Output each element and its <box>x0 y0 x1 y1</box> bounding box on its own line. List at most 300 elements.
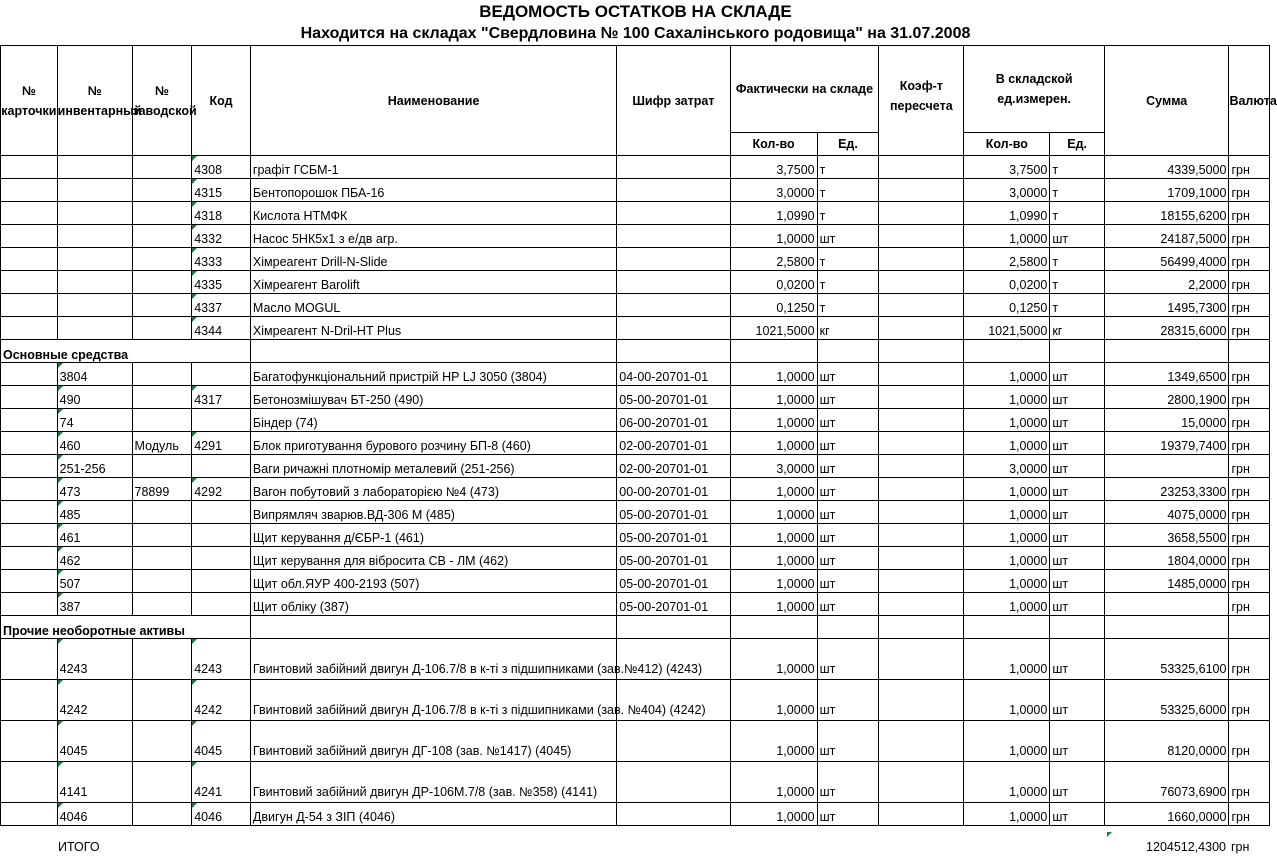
cost-code-cell <box>617 156 730 179</box>
name-cell: Хімреагент Drill-N-Slide <box>250 248 616 271</box>
actual-unit-cell: т <box>817 156 879 179</box>
actual-qty-cell: 1,0000 <box>730 762 817 803</box>
code-cell <box>192 455 251 478</box>
sum-cell: 24187,5000 <box>1104 225 1228 248</box>
empty-cell <box>730 340 817 363</box>
name-cell: Біндер (74) <box>250 409 616 432</box>
code-cell: 4318 <box>192 202 251 225</box>
card-no-cell <box>1 478 58 501</box>
factory-no-cell: Модуль <box>132 432 192 455</box>
inventory-no-cell <box>57 202 132 225</box>
card-no-cell <box>1 363 58 386</box>
inventory-no-cell <box>57 179 132 202</box>
col-code: Код <box>192 46 251 156</box>
card-no-cell <box>1 156 58 179</box>
card-no-cell <box>1 721 58 762</box>
actual-unit-cell: шт <box>817 680 879 721</box>
code-cell <box>192 524 251 547</box>
wh-qty-cell: 1,0000 <box>964 721 1050 762</box>
cost-code-cell <box>617 721 730 762</box>
inventory-no-cell: 251-256 <box>57 455 132 478</box>
empty-cell <box>964 340 1050 363</box>
actual-qty-cell: 1,0000 <box>730 524 817 547</box>
inventory-no-cell: 4045 <box>57 721 132 762</box>
actual-unit-cell: кг <box>817 317 879 340</box>
cost-code-cell <box>617 202 730 225</box>
wh-unit-cell: шт <box>1050 593 1105 616</box>
name-cell: Хімреагент N-Dril-HT Plus <box>250 317 616 340</box>
inventory-no-cell <box>57 156 132 179</box>
table-row <box>1 179 1270 202</box>
wh-unit-cell: т <box>1050 248 1105 271</box>
actual-qty-cell: 1,0000 <box>730 593 817 616</box>
inventory-no-cell <box>57 248 132 271</box>
cost-code-cell: 00-00-20701-01 <box>617 478 730 501</box>
currency-cell: грн <box>1229 202 1270 225</box>
actual-qty-cell: 1,0000 <box>730 363 817 386</box>
col-currency: Валюта <box>1229 46 1270 156</box>
actual-qty-cell: 1,0000 <box>730 721 817 762</box>
sum-cell: 53325,6100 <box>1104 639 1228 680</box>
factory-no-cell <box>132 386 192 409</box>
table-row <box>1 363 1270 386</box>
actual-qty-cell: 1,0000 <box>730 409 817 432</box>
col-wh-qty: Кол-во <box>964 133 1050 156</box>
wh-qty-cell: 2,5800 <box>964 248 1050 271</box>
sum-cell: 4075,0000 <box>1104 501 1228 524</box>
name-cell: Випрямляч зварюв.ВД-306 М (485) <box>250 501 616 524</box>
sum-cell: 2,2000 <box>1104 271 1228 294</box>
actual-unit-cell: шт <box>817 478 879 501</box>
table-row <box>1 156 1270 179</box>
wh-unit-cell: шт <box>1050 432 1105 455</box>
currency-cell: грн <box>1229 680 1270 721</box>
name-cell: Ваги ричажні плотномір металевий (251-256) <box>250 455 616 478</box>
table-row <box>1 386 1270 409</box>
table-row <box>1 202 1270 225</box>
inventory-no-cell: 4242 <box>57 680 132 721</box>
actual-qty-cell: 1,0000 <box>730 570 817 593</box>
factory-no-cell <box>132 294 192 317</box>
code-cell: 4337 <box>192 294 251 317</box>
coef-cell <box>879 294 964 317</box>
inventory-no-cell: 3804 <box>57 363 132 386</box>
name-cell: графіт ГСБМ-1 <box>250 156 616 179</box>
empty-cell <box>1229 340 1270 363</box>
factory-no-cell <box>132 762 192 803</box>
table-row <box>1 593 1270 616</box>
actual-qty-cell: 0,0200 <box>730 271 817 294</box>
wh-qty-cell: 1,0000 <box>964 386 1050 409</box>
coef-cell <box>879 271 964 294</box>
wh-qty-cell: 1,0000 <box>964 225 1050 248</box>
name-cell: Багатофункціональний пристрій HP LJ 3050 (3804) <box>250 363 616 386</box>
currency-cell: грн <box>1229 721 1270 762</box>
factory-no-cell: 78899 <box>132 478 192 501</box>
sum-cell: 1485,0000 <box>1104 570 1228 593</box>
inventory-no-cell: 473 <box>57 478 132 501</box>
empty-cell <box>730 616 817 639</box>
factory-no-cell <box>132 680 192 721</box>
name-cell: Бетонозмішувач БТ-250 (490) <box>250 386 616 409</box>
name-cell: Щит обліку (387) <box>250 593 616 616</box>
name-cell: Щит керування для вібросита СВ - ЛМ (462) <box>250 547 616 570</box>
col-sum: Сумма <box>1104 46 1228 156</box>
cost-code-cell: 05-00-20701-01 <box>617 593 730 616</box>
inventory-no-cell <box>57 317 132 340</box>
currency-cell: грн <box>1229 524 1270 547</box>
sum-cell: 19379,7400 <box>1104 432 1228 455</box>
code-cell: 4317 <box>192 386 251 409</box>
wh-unit-cell: шт <box>1050 762 1105 803</box>
card-no-cell <box>1 248 58 271</box>
actual-unit-cell: т <box>817 248 879 271</box>
sum-cell: 1709,1000 <box>1104 179 1228 202</box>
table-row <box>1 570 1270 593</box>
factory-no-cell <box>132 156 192 179</box>
code-cell: 4241 <box>192 762 251 803</box>
actual-unit-cell: шт <box>817 386 879 409</box>
card-no-cell <box>1 570 58 593</box>
wh-unit-cell: шт <box>1050 570 1105 593</box>
actual-unit-cell: шт <box>817 547 879 570</box>
wh-unit-cell: т <box>1050 202 1105 225</box>
currency-cell: грн <box>1229 547 1270 570</box>
card-no-cell <box>1 271 58 294</box>
wh-qty-cell: 1021,5000 <box>964 317 1050 340</box>
actual-qty-cell: 3,0000 <box>730 179 817 202</box>
wh-qty-cell: 1,0000 <box>964 363 1050 386</box>
wh-qty-cell: 1,0000 <box>964 803 1050 826</box>
factory-no-cell <box>132 271 192 294</box>
sum-cell: 18155,6200 <box>1104 202 1228 225</box>
code-cell: 4243 <box>192 639 251 680</box>
currency-cell: грн <box>1229 478 1270 501</box>
currency-cell: грн <box>1229 179 1270 202</box>
currency-cell: грн <box>1229 294 1270 317</box>
sum-cell: 76073,6900 <box>1104 762 1228 803</box>
card-no-cell <box>1 455 58 478</box>
table-row <box>1 762 1270 803</box>
actual-qty-cell: 3,7500 <box>730 156 817 179</box>
empty-cell <box>879 340 964 363</box>
table-row <box>1 409 1270 432</box>
empty-cell <box>817 340 879 363</box>
inventory-no-cell: 4141 <box>57 762 132 803</box>
name-cell: Блок приготування бурового розчину БП-8 (460) <box>250 432 616 455</box>
name-cell: Гвинтовий забійний двигун ДГ-108 (зав. №1417) (4045) <box>250 721 616 762</box>
col-inventory-no: № инвентарный <box>57 46 132 156</box>
inventory-no-cell <box>57 271 132 294</box>
currency-cell: грн <box>1229 639 1270 680</box>
wh-qty-cell: 1,0000 <box>964 593 1050 616</box>
cost-code-cell <box>617 225 730 248</box>
col-cost-code: Шифр затрат <box>617 46 730 156</box>
cost-code-cell: 02-00-20701-01 <box>617 432 730 455</box>
card-no-cell <box>1 762 58 803</box>
cost-code-cell <box>617 271 730 294</box>
currency-cell: грн <box>1229 271 1270 294</box>
card-no-cell <box>1 803 58 826</box>
empty-cell <box>964 616 1050 639</box>
wh-unit-cell: шт <box>1050 680 1105 721</box>
table-row <box>1 271 1270 294</box>
cost-code-cell: 05-00-20701-01 <box>617 570 730 593</box>
wh-unit-cell: т <box>1050 179 1105 202</box>
wh-qty-cell: 1,0000 <box>964 501 1050 524</box>
wh-unit-cell: т <box>1050 156 1105 179</box>
actual-unit-cell: шт <box>817 455 879 478</box>
code-cell: 4333 <box>192 248 251 271</box>
report-subtitle: Находится на складах "Свердловина № 100 Сахалінського родовища" на 31.07.2008 <box>300 25 971 42</box>
currency-cell: грн <box>1229 803 1270 826</box>
sum-cell <box>1104 455 1228 478</box>
sum-cell: 8120,0000 <box>1104 721 1228 762</box>
wh-qty-cell: 1,0000 <box>964 524 1050 547</box>
wh-qty-cell: 3,0000 <box>964 455 1050 478</box>
wh-unit-cell: т <box>1050 271 1105 294</box>
table-row <box>1 547 1270 570</box>
actual-unit-cell: шт <box>817 762 879 803</box>
wh-unit-cell: шт <box>1050 803 1105 826</box>
actual-unit-cell: шт <box>817 721 879 762</box>
code-cell: 4335 <box>192 271 251 294</box>
table-row <box>1 680 1270 721</box>
coef-cell <box>879 547 964 570</box>
sum-cell: 3658,5500 <box>1104 524 1228 547</box>
section-row <box>1 340 1270 363</box>
cost-code-cell <box>617 179 730 202</box>
name-cell: Двигун Д-54 з ЗІП (4046) <box>250 803 616 826</box>
cost-code-cell <box>617 294 730 317</box>
coef-cell <box>879 156 964 179</box>
factory-no-cell <box>132 501 192 524</box>
code-cell <box>192 570 251 593</box>
sum-cell: 1660,0000 <box>1104 803 1228 826</box>
factory-no-cell <box>132 248 192 271</box>
factory-no-cell <box>132 524 192 547</box>
factory-no-cell <box>132 455 192 478</box>
wh-qty-cell: 1,0000 <box>964 409 1050 432</box>
code-cell <box>192 547 251 570</box>
currency-cell: грн <box>1229 156 1270 179</box>
actual-unit-cell: т <box>817 271 879 294</box>
actual-unit-cell: шт <box>817 432 879 455</box>
coef-cell <box>879 762 964 803</box>
total-label: ИТОГО <box>58 840 100 854</box>
card-no-cell <box>1 524 58 547</box>
actual-qty-cell: 1,0000 <box>730 225 817 248</box>
sum-cell: 1349,6500 <box>1104 363 1228 386</box>
currency-cell: грн <box>1229 570 1270 593</box>
coef-cell <box>879 501 964 524</box>
actual-qty-cell: 1,0990 <box>730 202 817 225</box>
cost-code-cell <box>617 762 730 803</box>
currency-cell: грн <box>1229 762 1270 803</box>
table-row <box>1 524 1270 547</box>
factory-no-cell <box>132 593 192 616</box>
wh-unit-cell: шт <box>1050 386 1105 409</box>
sum-cell: 56499,4000 <box>1104 248 1228 271</box>
card-no-cell <box>1 317 58 340</box>
coef-cell <box>879 803 964 826</box>
coef-cell <box>879 409 964 432</box>
actual-qty-cell: 1,0000 <box>730 501 817 524</box>
inventory-no-cell: 74 <box>57 409 132 432</box>
card-no-cell <box>1 225 58 248</box>
wh-qty-cell: 1,0000 <box>964 570 1050 593</box>
col-coef: Коэф-т пересчета <box>879 46 964 156</box>
currency-cell: грн <box>1229 501 1270 524</box>
sum-cell: 1495,7300 <box>1104 294 1228 317</box>
col-factory-no: № заводской <box>132 46 192 156</box>
wh-qty-cell: 1,0000 <box>964 432 1050 455</box>
currency-cell: грн <box>1229 386 1270 409</box>
table-row <box>1 803 1270 826</box>
currency-cell: грн <box>1229 593 1270 616</box>
coef-cell <box>879 524 964 547</box>
section-title: Основные средства <box>1 340 251 363</box>
card-no-cell <box>1 179 58 202</box>
actual-qty-cell: 1,0000 <box>730 547 817 570</box>
empty-cell <box>1229 616 1270 639</box>
actual-unit-cell: т <box>817 202 879 225</box>
empty-cell <box>817 616 879 639</box>
inventory-no-cell: 485 <box>57 501 132 524</box>
cost-code-cell: 05-00-20701-01 <box>617 524 730 547</box>
actual-unit-cell: шт <box>817 501 879 524</box>
wh-unit-cell: шт <box>1050 478 1105 501</box>
currency-cell: грн <box>1229 432 1270 455</box>
code-cell: 4308 <box>192 156 251 179</box>
coef-cell <box>879 202 964 225</box>
table-row <box>1 432 1270 455</box>
inventory-no-cell: 4046 <box>57 803 132 826</box>
wh-qty-cell: 0,0200 <box>964 271 1050 294</box>
code-cell: 4332 <box>192 225 251 248</box>
coef-cell <box>879 363 964 386</box>
actual-qty-cell: 1,0000 <box>730 432 817 455</box>
col-warehouse-unit: В складской ед.измерен. <box>964 46 1105 133</box>
currency-cell: грн <box>1229 317 1270 340</box>
code-cell <box>192 593 251 616</box>
col-name: Наименование <box>250 46 616 156</box>
sum-cell: 23253,3300 <box>1104 478 1228 501</box>
factory-no-cell <box>132 317 192 340</box>
code-cell <box>192 501 251 524</box>
sum-cell <box>1104 593 1228 616</box>
card-no-cell <box>1 639 58 680</box>
name-cell: Масло MOGUL <box>250 294 616 317</box>
name-cell: Щит обл.ЯУР 400-2193 (507) <box>250 570 616 593</box>
cost-code-cell: 05-00-20701-01 <box>617 501 730 524</box>
sum-cell: 4339,5000 <box>1104 156 1228 179</box>
name-cell: Гвинтовий забійний двигун Д-106.7/8 в к-ті з підшипниками (зав. №404) (4242) <box>250 680 616 721</box>
card-no-cell <box>1 294 58 317</box>
cost-code-cell <box>617 248 730 271</box>
col-actual-unit: Ед. <box>817 133 879 156</box>
code-cell <box>192 363 251 386</box>
actual-unit-cell: шт <box>817 570 879 593</box>
wh-unit-cell: шт <box>1050 363 1105 386</box>
total-row <box>0 838 1271 858</box>
coef-cell <box>879 248 964 271</box>
col-wh-unit: Ед. <box>1050 133 1105 156</box>
code-cell: 4046 <box>192 803 251 826</box>
empty-cell <box>1050 616 1105 639</box>
wh-unit-cell: шт <box>1050 524 1105 547</box>
sum-cell: 15,0000 <box>1104 409 1228 432</box>
name-cell: Гвинтовий забійний двигун Д-106.7/8 в к-ті з підшипниками (зав.№412) (4243) <box>250 639 616 680</box>
code-cell: 4291 <box>192 432 251 455</box>
card-no-cell <box>1 547 58 570</box>
wh-qty-cell: 1,0000 <box>964 762 1050 803</box>
currency-cell: грн <box>1229 225 1270 248</box>
wh-unit-cell: шт <box>1050 501 1105 524</box>
card-no-cell <box>1 501 58 524</box>
table-row <box>1 721 1270 762</box>
code-cell: 4344 <box>192 317 251 340</box>
actual-qty-cell: 3,0000 <box>730 455 817 478</box>
table-row <box>1 248 1270 271</box>
wh-unit-cell: кг <box>1050 317 1105 340</box>
table-row <box>1 225 1270 248</box>
cost-code-cell: 02-00-20701-01 <box>617 455 730 478</box>
coef-cell <box>879 593 964 616</box>
coef-cell <box>879 680 964 721</box>
currency-cell: грн <box>1229 248 1270 271</box>
col-actual-qty: Кол-во <box>730 133 817 156</box>
coef-cell <box>879 179 964 202</box>
inventory-no-cell: 387 <box>57 593 132 616</box>
actual-qty-cell: 1021,5000 <box>730 317 817 340</box>
wh-unit-cell: шт <box>1050 225 1105 248</box>
actual-unit-cell: шт <box>817 409 879 432</box>
name-cell: Гвинтовий забійний двигун ДР-106М.7/8 (зав. №358) (4141) <box>250 762 616 803</box>
inventory-no-cell <box>57 225 132 248</box>
sum-cell: 53325,6000 <box>1104 680 1228 721</box>
name-cell: Щит керування д/ЄБР-1 (461) <box>250 524 616 547</box>
coef-cell <box>879 639 964 680</box>
table-row <box>1 501 1270 524</box>
report-title: ВЕДОМОСТЬ ОСТАТКОВ НА СКЛАДЕ <box>479 2 792 21</box>
wh-qty-cell: 1,0000 <box>964 547 1050 570</box>
actual-unit-cell: шт <box>817 593 879 616</box>
factory-no-cell <box>132 639 192 680</box>
inventory-no-cell: 461 <box>57 524 132 547</box>
actual-unit-cell: т <box>817 179 879 202</box>
factory-no-cell <box>132 202 192 225</box>
coef-cell <box>879 570 964 593</box>
coef-cell <box>879 721 964 762</box>
factory-no-cell <box>132 409 192 432</box>
code-cell <box>192 409 251 432</box>
name-cell: Вагон побутовий з лабораторією №4 (473) <box>250 478 616 501</box>
factory-no-cell <box>132 721 192 762</box>
coef-cell <box>879 478 964 501</box>
empty-cell <box>250 616 616 639</box>
cost-code-cell <box>617 803 730 826</box>
total-cell-marker <box>1107 832 1112 837</box>
currency-cell: грн <box>1229 455 1270 478</box>
wh-qty-cell: 3,0000 <box>964 179 1050 202</box>
empty-cell <box>1050 340 1105 363</box>
actual-qty-cell: 1,0000 <box>730 680 817 721</box>
coef-cell <box>879 432 964 455</box>
empty-cell <box>1104 616 1228 639</box>
wh-qty-cell: 3,7500 <box>964 156 1050 179</box>
name-cell: Бентопорошок ПБА-16 <box>250 179 616 202</box>
